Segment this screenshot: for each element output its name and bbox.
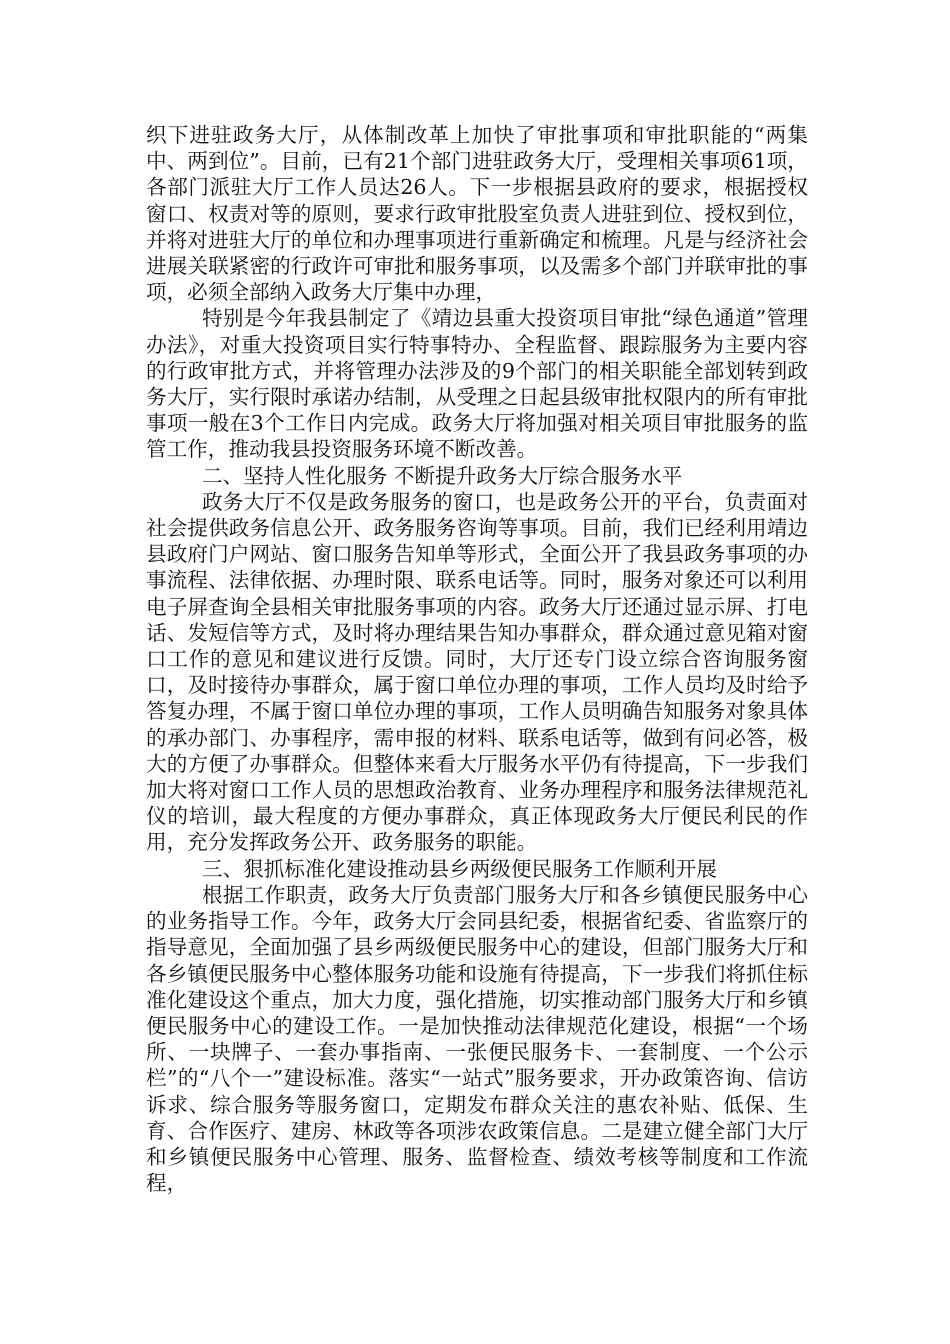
- section-heading-2: 二、坚持人性化服务 不断提升政务大厅综合服务水平: [202, 463, 683, 488]
- section-heading-3: 三、狠抓标准化建设推动县乡两级便民服务工作顺利开展: [202, 856, 717, 881]
- body-paragraph-1: 织下进驻政务大厅，从体制改革上加快了审批事项和审批职能的“两集中、两到位”。目前，已有21个部门进驻政务大厅，受理相关事项61项，各部门派驻大厅工作人员达26人。下一步根据县政府的要求，根据授权窗口、权责对等的原则，要求行政审批股室负责人进驻到位、授权到位，并将对进驻大厅的单位和办理事项进行重新确定和梳理。凡是与经济社会进展关联紧密的行政许可审批和服务事项，以及需多个部门并联审批的事项，必须全部纳入政务大厅集中办理，: [146, 123, 808, 305]
- body-paragraph-2: 特别是今年我县制定了《靖边县重大投资项目审批“绿色通道”管理办法》，对重大投资项目实行特事特办、全程监督、跟踪服务为主要内容的行政审批方式，并将管理办法涉及的9个部门的相关职能全部划转到政务大厅，实行限时承诺办结制，从受理之日起县级审批权限内的所有审批事项一般在3个工作日内完成。政务大厅将加强对相关项目审批服务的监管工作，推动我县投资服务环境不断改善。: [146, 306, 808, 462]
- body-paragraph-3: 政务大厅不仅是政务服务的窗口，也是政务公开的平台，负责面对社会提供政务信息公开、政务服务咨询等事项。目前，我们已经利用靖边县政府门户网站、窗口服务告知单等形式，全面公开了我县政务事项的办事流程、法律依据、办理时限、联系电话等。同时，服务对象还可以利用电子屏查询全县相关审批服务事项的内容。政务大厅还通过显示屏、打电话、发短信等方式，及时将办理结果告知办事群众，群众通过意见箱对窗口工作的意见和建议进行反馈。同时，大厅还专门设立综合咨询服务窗口，及时接待办事群众，属于窗口单位办理的事项，工作人员均及时给予答复办理，不属于窗口单位办理的事项，工作人员明确告知服务对象具体的承办部门、办事程序，需申报的材料、联系电话等，做到有问必答，极大的方便了办事群众。但整体来看大厅服务水平仍有待提高，下一步我们加大将对窗口工作人员的思想政治教育、业务办理程序和服务法律规范礼仪的培训，最大程度的方便办事群众，真正体现政务大厅便民利民的作用，充分发挥政务公开、政务服务的职能。: [146, 489, 808, 855]
- body-paragraph-4: 根据工作职责，政务大厅负责部门服务大厅和各乡镇便民服务中心的业务指导工作。今年，政务大厅会同县纪委，根据省纪委、省监察厅的指导意见，全面加强了县乡两级便民服务中心的建设，但部门服务大厅和各乡镇便民服务中心整体服务功能和设施有待提高，下一步我们将抓住标准化建设这个重点，加大力度，强化措施，切实推动部门服务大厅和乡镇便民服务中心的建设工作。一是加快推动法律规范化建设，根据“一个场所、一块牌子、一套办事指南、一张便民服务卡、一套制度、一个公示栏”的“八个一”建设标准。落实“一站式”服务要求，开办政策咨询、信访诉求、综合服务等服务窗口，定期发布群众关注的惠农补贴、低保、生育、合作医疗、建房、林政等各项涉农政策信息。二是建立健全部门大厅和乡镇便民服务中心管理、服务、监督检查、绩效考核等制度和工作流程，: [146, 882, 808, 1196]
- document-page: [146, 122, 808, 1196]
